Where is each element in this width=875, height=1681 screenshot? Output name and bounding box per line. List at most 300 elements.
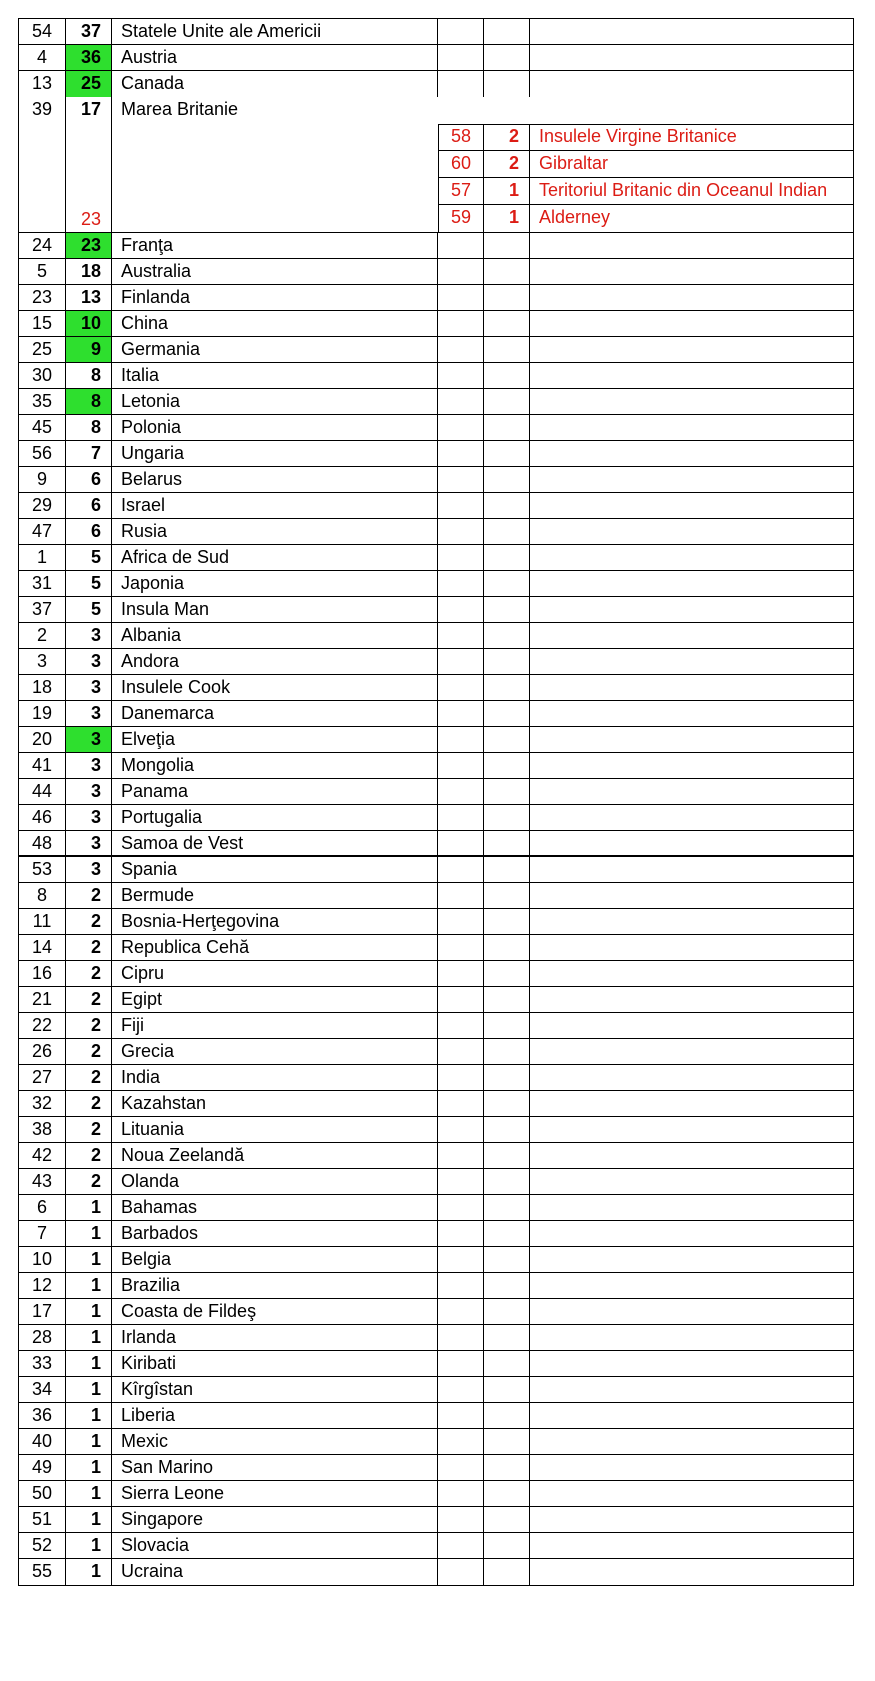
group-count: 17 [80, 99, 101, 119]
row-count: 1 [66, 1559, 112, 1585]
row-index: 18 [19, 675, 66, 700]
empty-cell [438, 727, 484, 752]
empty-cell [484, 519, 530, 544]
row-country-name: China [112, 311, 438, 336]
empty-cell [530, 1247, 853, 1272]
row-index: 54 [19, 19, 66, 44]
empty-cell [530, 1195, 853, 1220]
row-count: 3 [66, 623, 112, 648]
row-index: 12 [19, 1273, 66, 1298]
empty-cell [438, 545, 484, 570]
empty-cell [484, 701, 530, 726]
row-country-name: Irlanda [112, 1325, 438, 1350]
row-index: 16 [19, 961, 66, 986]
empty-cell [530, 1403, 853, 1428]
empty-cell [530, 1377, 853, 1402]
empty-cell [530, 467, 853, 492]
table-row [19, 1039, 853, 1065]
row-count: 3 [66, 779, 112, 804]
row-country-name: San Marino [112, 1455, 438, 1480]
empty-cell [438, 987, 484, 1012]
row-count: 6 [66, 467, 112, 492]
row-count: 8 [66, 389, 112, 414]
row-index: 9 [19, 467, 66, 492]
top-rows [19, 19, 853, 97]
sub-row [438, 124, 853, 151]
row-index: 7 [19, 1221, 66, 1246]
sub-name: Alderney [539, 207, 611, 227]
empty-cell [438, 415, 484, 440]
empty-cell [438, 1429, 484, 1454]
row-index: 3 [19, 649, 66, 674]
sub-row [438, 151, 853, 178]
row-count: 2 [66, 909, 112, 934]
row-index: 34 [19, 1377, 66, 1402]
empty-cell [438, 311, 484, 336]
empty-cell [530, 1429, 853, 1454]
sub-row [438, 205, 853, 232]
table-row [19, 1351, 853, 1377]
row-count: 2 [66, 1117, 112, 1142]
empty-cell [484, 675, 530, 700]
row-country-name: Andora [112, 649, 438, 674]
table-row [19, 1325, 853, 1351]
row-count: 2 [66, 1013, 112, 1038]
row-country-name: Barbados [112, 1221, 438, 1246]
row-index: 15 [19, 311, 66, 336]
table-row [19, 363, 853, 389]
row-index: 56 [19, 441, 66, 466]
row-country-name: Spania [112, 857, 438, 882]
empty-cell [484, 779, 530, 804]
table-row [19, 623, 853, 649]
sub-index: 59 [438, 205, 484, 232]
empty-cell [484, 623, 530, 648]
row-index: 2 [19, 623, 66, 648]
empty-cell [484, 597, 530, 622]
empty-cell [438, 623, 484, 648]
table-row [19, 883, 853, 909]
table-row [19, 727, 853, 753]
empty-cell [530, 1143, 853, 1168]
row-country-name: Ungaria [112, 441, 438, 466]
empty-cell [438, 1559, 484, 1585]
empty-cell [530, 233, 853, 258]
empty-cell [484, 883, 530, 908]
table-row [19, 1195, 853, 1221]
empty-cell [530, 441, 853, 466]
empty-cell [438, 1351, 484, 1376]
empty-cell [530, 1507, 853, 1532]
row-country-name: Egipt [112, 987, 438, 1012]
table-row [19, 1091, 853, 1117]
row-index: 50 [19, 1481, 66, 1506]
group-name: Marea Britanie [121, 99, 239, 119]
empty-cell [530, 961, 853, 986]
row-country-name: Belgia [112, 1247, 438, 1272]
empty-cell [484, 441, 530, 466]
empty-cell [530, 1533, 853, 1558]
sub-name: Insulele Virgine Britanice [539, 126, 737, 146]
sub-count: 1 [484, 205, 530, 232]
empty-cell [530, 701, 853, 726]
row-index: 45 [19, 415, 66, 440]
empty-cell [438, 519, 484, 544]
row-index: 36 [19, 1403, 66, 1428]
row-index: 49 [19, 1455, 66, 1480]
row-country-name: Portugalia [112, 805, 438, 830]
empty-cell [484, 1273, 530, 1298]
row-country-name: Austria [112, 45, 438, 70]
row-count: 3 [66, 831, 112, 855]
empty-cell [484, 1065, 530, 1090]
empty-cell [438, 363, 484, 388]
row-index: 6 [19, 1195, 66, 1220]
empty-cell [438, 1065, 484, 1090]
empty-cell [530, 1039, 853, 1064]
row-count: 1 [66, 1507, 112, 1532]
row-country-name: Noua Zeelandă [112, 1143, 438, 1168]
row-country-name: Sierra Leone [112, 1481, 438, 1506]
empty-cell [438, 1325, 484, 1350]
table-row [19, 1169, 853, 1195]
empty-cell [484, 1117, 530, 1142]
empty-cell [530, 1455, 853, 1480]
empty-cell [484, 1351, 530, 1376]
row-count: 5 [66, 597, 112, 622]
empty-cell [438, 1403, 484, 1428]
empty-cell [484, 45, 530, 70]
row-country-name: Letonia [112, 389, 438, 414]
row-index: 38 [19, 1117, 66, 1142]
row-count: 1 [66, 1273, 112, 1298]
empty-cell [438, 909, 484, 934]
row-count: 1 [66, 1403, 112, 1428]
row-count: 3 [66, 701, 112, 726]
row-index: 19 [19, 701, 66, 726]
row-index: 21 [19, 987, 66, 1012]
table-row [19, 597, 853, 623]
empty-cell [530, 285, 853, 310]
empty-cell [530, 909, 853, 934]
row-count: 2 [66, 1143, 112, 1168]
empty-cell [484, 1507, 530, 1532]
table-row [19, 987, 853, 1013]
empty-cell [530, 1325, 853, 1350]
row-country-name: Republica Cehă [112, 935, 438, 960]
row-count: 2 [66, 935, 112, 960]
group-marea-britanie [19, 97, 853, 233]
row-country-name: Finlanda [112, 285, 438, 310]
empty-cell [484, 1481, 530, 1506]
empty-cell [438, 259, 484, 284]
row-count: 7 [66, 441, 112, 466]
empty-cell [438, 1013, 484, 1038]
empty-cell [530, 883, 853, 908]
row-count: 2 [66, 1065, 112, 1090]
empty-cell [484, 1325, 530, 1350]
empty-cell [530, 571, 853, 596]
row-count: 13 [66, 285, 112, 310]
empty-cell [530, 1559, 853, 1585]
empty-cell [530, 71, 853, 97]
row-index: 13 [19, 71, 66, 97]
row-count: 2 [66, 1091, 112, 1116]
empty-cell [530, 779, 853, 804]
empty-cell [530, 1273, 853, 1298]
row-index: 42 [19, 1143, 66, 1168]
empty-cell [438, 1299, 484, 1324]
row-country-name: Elveţia [112, 727, 438, 752]
row-index: 31 [19, 571, 66, 596]
table-row [19, 441, 853, 467]
row-country-name: Danemarca [112, 701, 438, 726]
row-index: 8 [19, 883, 66, 908]
empty-cell [530, 545, 853, 570]
row-count: 10 [66, 311, 112, 336]
row-count: 2 [66, 1169, 112, 1194]
empty-cell [530, 727, 853, 752]
row-country-name: Cipru [112, 961, 438, 986]
empty-cell [438, 1533, 484, 1558]
row-country-name: Rusia [112, 519, 438, 544]
empty-cell [484, 1195, 530, 1220]
table-row [19, 675, 853, 701]
row-country-name: Fiji [112, 1013, 438, 1038]
row-count: 1 [66, 1195, 112, 1220]
empty-cell [438, 649, 484, 674]
row-count: 3 [66, 805, 112, 830]
row-count: 8 [66, 415, 112, 440]
row-index: 27 [19, 1065, 66, 1090]
row-country-name: Olanda [112, 1169, 438, 1194]
empty-cell [484, 1377, 530, 1402]
empty-cell [438, 233, 484, 258]
table-row [19, 701, 853, 727]
table-row [19, 1013, 853, 1039]
empty-cell [484, 935, 530, 960]
table-row [19, 1117, 853, 1143]
table-row [19, 493, 853, 519]
row-count: 5 [66, 571, 112, 596]
empty-cell [484, 415, 530, 440]
empty-cell [484, 1091, 530, 1116]
table-row [19, 753, 853, 779]
row-country-name: Slovacia [112, 1533, 438, 1558]
row-index: 41 [19, 753, 66, 778]
row-count: 2 [66, 987, 112, 1012]
table-row [19, 1247, 853, 1273]
table-row [19, 805, 853, 831]
table-row [19, 285, 853, 311]
empty-cell [438, 19, 484, 44]
row-count: 8 [66, 363, 112, 388]
empty-cell [530, 1481, 853, 1506]
row-country-name: Samoa de Vest [112, 831, 438, 855]
row-count: 18 [66, 259, 112, 284]
row-country-name: Japonia [112, 571, 438, 596]
empty-cell [438, 857, 484, 882]
empty-cell [438, 1117, 484, 1142]
row-country-name: Mongolia [112, 753, 438, 778]
row-count: 1 [66, 1351, 112, 1376]
empty-cell [438, 1507, 484, 1532]
empty-cell [484, 831, 530, 855]
empty-cell [530, 1065, 853, 1090]
row-index: 10 [19, 1247, 66, 1272]
empty-cell [530, 259, 853, 284]
table-row [19, 259, 853, 285]
empty-cell [530, 987, 853, 1012]
empty-cell [530, 19, 853, 44]
row-country-name: Bosnia-Herţegovina [112, 909, 438, 934]
row-index: 32 [19, 1091, 66, 1116]
row-index: 30 [19, 363, 66, 388]
row-count: 3 [66, 753, 112, 778]
empty-cell [484, 337, 530, 362]
empty-cell [530, 1117, 853, 1142]
empty-cell [438, 779, 484, 804]
row-index: 22 [19, 1013, 66, 1038]
empty-cell [484, 233, 530, 258]
table-row [19, 415, 853, 441]
empty-cell [438, 1377, 484, 1402]
row-count: 1 [66, 1377, 112, 1402]
table-row [19, 1559, 853, 1585]
empty-cell [438, 285, 484, 310]
row-count: 3 [66, 675, 112, 700]
empty-cell [438, 1455, 484, 1480]
empty-cell [484, 19, 530, 44]
country-table [18, 18, 854, 1586]
empty-cell [484, 571, 530, 596]
row-country-name: Belarus [112, 467, 438, 492]
table-row [19, 1481, 853, 1507]
main-rows [19, 233, 853, 1585]
table-row [19, 649, 853, 675]
empty-cell [484, 987, 530, 1012]
row-country-name: Panama [112, 779, 438, 804]
empty-cell [438, 1143, 484, 1168]
empty-cell [438, 1195, 484, 1220]
row-count: 3 [66, 649, 112, 674]
empty-cell [484, 805, 530, 830]
row-count: 1 [66, 1533, 112, 1558]
empty-cell [438, 1091, 484, 1116]
sub-name: Teritoriul Britanic din Oceanul Indian [539, 180, 828, 200]
row-index: 43 [19, 1169, 66, 1194]
empty-cell [530, 363, 853, 388]
table-row [19, 1143, 853, 1169]
empty-cell [530, 45, 853, 70]
empty-cell [438, 675, 484, 700]
table-row [19, 1221, 853, 1247]
empty-cell [530, 805, 853, 830]
table-row [19, 831, 853, 857]
empty-cell [484, 363, 530, 388]
table-row [19, 1065, 853, 1091]
empty-cell [438, 337, 484, 362]
empty-cell [484, 753, 530, 778]
empty-cell [438, 961, 484, 986]
empty-cell [438, 71, 484, 97]
empty-cell [438, 1169, 484, 1194]
table-row [19, 1507, 853, 1533]
sub-name: Gibraltar [539, 153, 609, 173]
table-row [19, 935, 853, 961]
row-index: 4 [19, 45, 66, 70]
sub-count: 2 [484, 124, 530, 150]
sub-index: 58 [438, 124, 484, 150]
empty-cell [530, 1013, 853, 1038]
table-row [19, 1429, 853, 1455]
empty-cell [484, 1403, 530, 1428]
empty-cell [484, 285, 530, 310]
row-country-name: Africa de Sud [112, 545, 438, 570]
empty-cell [484, 1299, 530, 1324]
empty-cell [530, 753, 853, 778]
row-count: 9 [66, 337, 112, 362]
row-index: 17 [19, 1299, 66, 1324]
table-row [19, 1299, 853, 1325]
empty-cell [438, 467, 484, 492]
row-country-name: Polonia [112, 415, 438, 440]
row-index: 5 [19, 259, 66, 284]
row-country-name: Singapore [112, 1507, 438, 1532]
row-index: 35 [19, 389, 66, 414]
row-index: 37 [19, 597, 66, 622]
row-count: 3 [66, 727, 112, 752]
empty-cell [530, 1299, 853, 1324]
row-count: 1 [66, 1325, 112, 1350]
table-row [19, 519, 853, 545]
row-country-name: Italia [112, 363, 438, 388]
row-count: 1 [66, 1455, 112, 1480]
table-row [19, 389, 853, 415]
sub-index: 60 [438, 151, 484, 177]
empty-cell [484, 311, 530, 336]
row-count: 5 [66, 545, 112, 570]
empty-cell [438, 389, 484, 414]
row-index: 24 [19, 233, 66, 258]
empty-cell [484, 1247, 530, 1272]
empty-cell [484, 1455, 530, 1480]
empty-cell [484, 1169, 530, 1194]
empty-cell [530, 1169, 853, 1194]
empty-cell [484, 1013, 530, 1038]
empty-cell [484, 493, 530, 518]
table-row [19, 909, 853, 935]
empty-cell [530, 337, 853, 362]
row-count: 25 [66, 71, 112, 97]
empty-cell [484, 1039, 530, 1064]
empty-cell [484, 467, 530, 492]
row-country-name: Brazilia [112, 1273, 438, 1298]
empty-cell [484, 727, 530, 752]
empty-cell [438, 1247, 484, 1272]
row-count: 36 [66, 45, 112, 70]
row-index: 46 [19, 805, 66, 830]
table-row [19, 571, 853, 597]
table-row [19, 337, 853, 363]
empty-cell [438, 831, 484, 855]
empty-cell [484, 961, 530, 986]
row-index: 40 [19, 1429, 66, 1454]
row-count: 2 [66, 883, 112, 908]
empty-cell [438, 1221, 484, 1246]
empty-cell [530, 1351, 853, 1376]
row-index: 52 [19, 1533, 66, 1558]
